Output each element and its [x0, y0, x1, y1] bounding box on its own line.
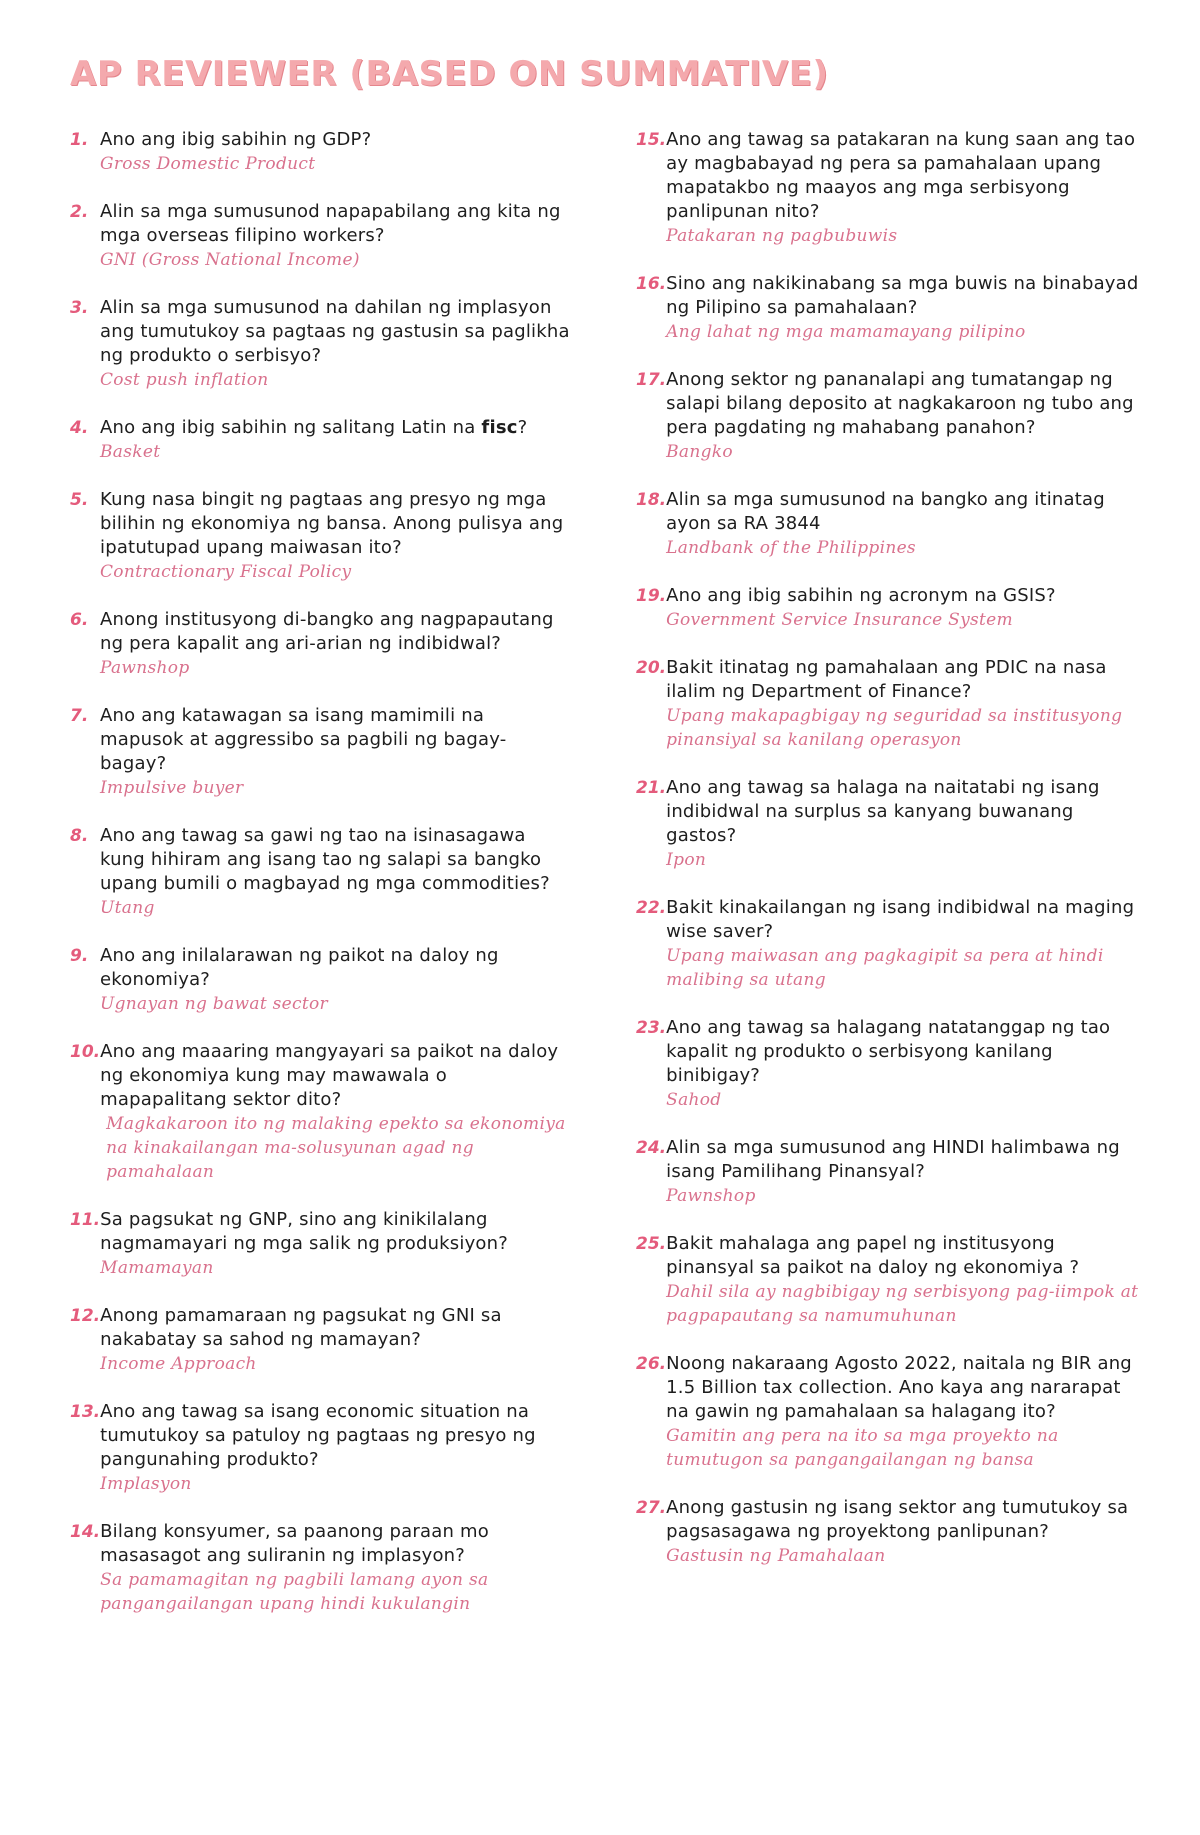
question-number: 20.: [636, 658, 667, 678]
question-body: [100, 704, 570, 800]
page-title: AP REVIEWER (BASED ON SUMMATIVE): [70, 54, 829, 94]
question-text: Ano ang tawag sa halagang natatanggap ng tao kapalit ng produkto o serbisyong kanilang binibigay?: [666, 1017, 1111, 1086]
question-body: [100, 296, 570, 392]
answer-text: Gross Domestic Product: [100, 154, 316, 174]
question-item: [636, 1496, 1148, 1568]
answer-text: Basket: [100, 442, 161, 462]
question-text: Ano ang tawag sa gawi ng tao na isinasagawa kung hihiram ang isang tao ng salapi sa bangko upang bumili o magbayad ng mga commodities?: [100, 825, 550, 894]
question-item: [70, 704, 570, 800]
question-number: 2.: [70, 202, 89, 222]
question-text: Kung nasa bingit ng pagtaas ang presyo ng mga bilihin ng ekonomiya ng bansa. Anong pulisya ang ipatutupad upang maiwasan ito?: [100, 489, 564, 558]
question-text: Bakit itinatag ng pamahalaan ang PDIC na nasa ilalim ng Department of Finance?: [666, 657, 1107, 702]
question-text: Anong pamamaraan ng pagsukat ng GNI sa nakabatay sa sahod ng mamayan?: [100, 1305, 502, 1350]
question-item: [636, 1352, 1148, 1472]
question-number: 13.: [70, 1402, 101, 1422]
question-body: [100, 1040, 570, 1184]
question-number: 25.: [636, 1234, 667, 1254]
question-item: [70, 824, 570, 920]
question-number: 23.: [636, 1018, 667, 1038]
answer-text: Government Service Insurance System: [666, 610, 1013, 630]
question-body: [100, 1208, 570, 1280]
answer-text: Ugnayan ng bawat sector: [100, 994, 328, 1014]
question-item: [636, 272, 1148, 344]
question-body: [666, 656, 1148, 752]
answer-text: Implasyon: [100, 1474, 192, 1494]
question-item: [636, 128, 1148, 248]
question-number: 16.: [636, 274, 667, 294]
question-body: [100, 1304, 570, 1376]
question-text: Anong sektor ng pananalapi ang tumatangap ng salapi bilang deposito at nagkakaroon ng tubo ang pera pagdating ng mahabang panahon?: [666, 369, 1134, 438]
answer-text: Impulsive buyer: [100, 778, 244, 798]
question-text: Bakit mahalaga ang papel ng institusyong pinansyal sa paikot na daloy ng ekonomiya ?: [666, 1233, 1080, 1278]
question-item: [636, 488, 1148, 560]
answer-text: Cost push inflation: [100, 370, 269, 390]
question-item: [70, 944, 570, 1016]
question-item: [70, 1208, 570, 1280]
question-number: 5.: [70, 490, 89, 510]
question-body: [666, 1136, 1148, 1208]
question-item: [636, 896, 1148, 992]
question-number: 15.: [636, 130, 667, 150]
answer-text: Patakaran ng pagbubuwis: [666, 226, 898, 246]
question-body: [100, 128, 570, 176]
answer-text: Sa pamamagitan ng pagbili lamang ayon sa pangangailangan upang hindi kukulangin: [100, 1570, 489, 1614]
question-body: [666, 776, 1148, 872]
question-number: 11.: [70, 1210, 101, 1230]
question-number: 3.: [70, 298, 89, 318]
question-number: 8.: [70, 826, 89, 846]
answer-text: Bangko: [666, 442, 733, 462]
question-text: Alin sa mga sumusunod na dahilan ng implasyon ang tumutukoy sa pagtaas ng gastusin sa paglikha ng produkto o serbisyo?: [100, 297, 570, 366]
question-item: [70, 1400, 570, 1496]
question-text: Sino ang nakikinabang sa mga buwis na binabayad ng Pilipino sa pamahalaan?: [666, 273, 1139, 318]
question-body: [666, 896, 1148, 992]
answer-text: Magkakaroon ito ng malaking epekto sa ekonomiya na kinakailangan ma-solusyunan agad ng pamahalaan: [106, 1114, 566, 1182]
question-number: 1.: [70, 130, 89, 150]
question-body: [666, 1016, 1148, 1112]
question-text: Ano ang tawag sa halaga na naitatabi ng isang indibidwal na surplus sa kanyang buwanang gastos?: [666, 777, 1100, 846]
answer-text: Gamitin ang pera na ito sa mga proyekto na tumutugon sa pangangailangan ng bansa: [666, 1426, 1059, 1470]
question-item: [636, 1232, 1148, 1328]
question-body: [100, 944, 570, 1016]
answer-text: Pawnshop: [100, 658, 190, 678]
answer-text: Landbank of the Philippines: [666, 538, 916, 558]
right-column: [636, 128, 1148, 1592]
question-item: [636, 656, 1148, 752]
answer-text: Dahil sila ay nagbibigay ng serbisyong pag-iimpok at pagpapautang sa namumuhunan: [666, 1282, 1139, 1326]
question-text: Ano ang ibig sabihin ng acronym na GSIS?: [666, 585, 1056, 606]
question-number: 21.: [636, 778, 667, 798]
question-item: [636, 776, 1148, 872]
question-body: [100, 1520, 570, 1616]
question-item: [70, 1040, 570, 1184]
question-body: [666, 488, 1148, 560]
answer-text: Sahod: [666, 1090, 722, 1110]
question-item: [636, 1016, 1148, 1112]
answer-text: Mamamayan: [100, 1258, 214, 1278]
answer-text: GNI (Gross National Income): [100, 250, 360, 270]
question-number: 12.: [70, 1306, 101, 1326]
question-body: [100, 416, 570, 464]
answer-text: Ang lahat ng mga mamamayang pilipino: [666, 322, 1026, 342]
question-text: Alin sa mga sumusunod na bangko ang itinatag ayon sa RA 3844: [666, 489, 1105, 534]
question-text: Alin sa mga sumusunod ang HINDI halimbawa ng isang Pamilihang Pinansyal?: [666, 1137, 1120, 1182]
question-item: [70, 488, 570, 584]
question-number: 24.: [636, 1138, 667, 1158]
question-body: [100, 488, 570, 584]
question-text: Ano ang inilalarawan ng paikot na daloy ng ekonomiya?: [100, 945, 499, 990]
answer-text: Gastusin ng Pamahalaan: [666, 1546, 886, 1566]
question-item: [70, 128, 570, 176]
answer-text: Pawnshop: [666, 1186, 756, 1206]
left-column: [70, 128, 570, 1640]
question-number: 6.: [70, 610, 89, 630]
question-text: Anong institusyong di-bangko ang nagpapautang ng pera kapalit ang ari-arian ng indibidwal?: [100, 609, 554, 654]
question-item: [70, 1304, 570, 1376]
question-item: [636, 368, 1148, 464]
question-number: 10.: [70, 1042, 101, 1062]
question-number: 19.: [636, 586, 667, 606]
question-text: Sa pagsukat ng GNP, sino ang kinikilalang nagmamayari ng mga salik ng produksiyon?: [100, 1209, 509, 1254]
question-body: [666, 128, 1148, 248]
answer-text: Upang makapagbigay ng seguridad sa institusyong pinansiyal sa kanilang operasyon: [666, 706, 1123, 750]
question-item: [70, 296, 570, 392]
question-number: 22.: [636, 898, 667, 918]
answer-text: Contractionary Fiscal Policy: [100, 562, 352, 582]
question-item: [636, 584, 1148, 632]
question-body: [100, 1400, 570, 1496]
question-text: Ano ang katawagan sa isang mamimili na mapusok at aggressibo sa pagbili ng bagay-bagay?: [100, 705, 507, 774]
answer-text: Utang: [100, 898, 155, 918]
question-bold-term: fisc: [481, 417, 518, 438]
question-body: [666, 1496, 1148, 1568]
question-body: [100, 608, 570, 680]
question-number: 14.: [70, 1522, 101, 1542]
question-number: 4.: [70, 418, 89, 438]
question-body: [666, 1352, 1148, 1472]
question-text: Ano ang ibig sabihin ng salitang Latin na fisc?: [100, 417, 528, 438]
question-text: Ano ang maaaring mangyayari sa paikot na daloy ng ekonomiya kung may mawawala o mapapalitang sektor dito?: [100, 1041, 559, 1110]
question-body: [666, 1232, 1148, 1328]
question-item: [636, 1136, 1148, 1208]
question-number: 18.: [636, 490, 667, 510]
question-number: 7.: [70, 706, 89, 726]
question-number: 9.: [70, 946, 89, 966]
question-item: [70, 416, 570, 464]
question-number: 26.: [636, 1354, 667, 1374]
question-body: [666, 368, 1148, 464]
question-text: Alin sa mga sumusunod napapabilang ang kita ng mga overseas filipino workers?: [100, 201, 561, 246]
question-item: [70, 200, 570, 272]
question-body: [666, 272, 1148, 344]
question-text: Bilang konsyumer, sa paanong paraan mo masasagot ang suliranin ng implasyon?: [100, 1521, 489, 1566]
question-number: 27.: [636, 1498, 667, 1518]
question-text: Anong gastusin ng isang sektor ang tumutukoy sa pagsasagawa ng proyektong panlipunan?: [666, 1497, 1129, 1542]
question-item: [70, 608, 570, 680]
question-body: [100, 200, 570, 272]
question-number: 17.: [636, 370, 667, 390]
question-text: Ano ang tawag sa isang economic situation na tumutukoy sa patuloy ng pagtaas ng presyo ng pangunahing produkto?: [100, 1401, 536, 1470]
answer-text: Income Approach: [100, 1354, 257, 1374]
question-text: Ano ang ibig sabihin ng GDP?: [100, 129, 372, 150]
question-text: Bakit kinakailangan ng isang indibidwal na maging wise saver?: [666, 897, 1135, 942]
question-item: [70, 1520, 570, 1616]
question-text: Noong nakaraang Agosto 2022, naitala ng BIR ang 1.5 Billion tax collection. Ano kaya ang nararapat na gawin ng pamahalaan sa halagang ito?: [666, 1353, 1132, 1422]
question-text: Ano ang tawag sa patakaran na kung saan ang tao ay magbabayad ng pera sa pamahalaan upang mapatakbo ng maayos ang mga serbisyong panlipunan nito?: [666, 129, 1136, 222]
question-body: [100, 824, 570, 920]
answer-text: Ipon: [666, 850, 707, 870]
question-body: [666, 584, 1148, 632]
answer-text: Upang maiwasan ang pagkagipit sa pera at hindi malibing sa utang: [666, 946, 1104, 990]
